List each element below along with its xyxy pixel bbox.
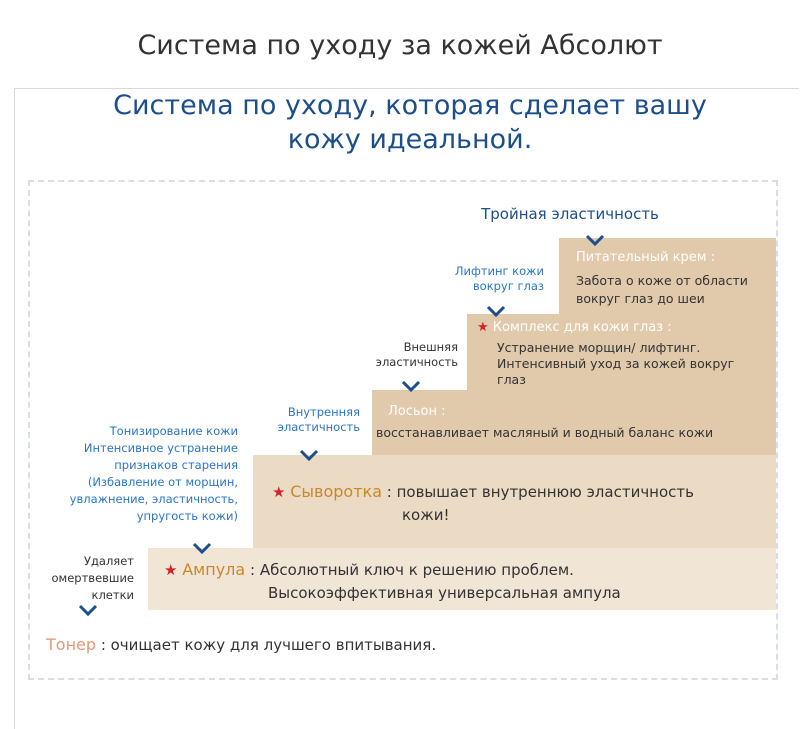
page-title: Система по уходу за кожей Абсолют bbox=[137, 30, 663, 61]
ampoule-title: Ампула bbox=[182, 560, 246, 579]
toner-title: Тонер bbox=[46, 635, 97, 654]
step-lotion-bg bbox=[372, 390, 776, 455]
cream-title: Питательный крем : bbox=[576, 250, 716, 265]
lotion-text-1: восстанавливает масляный и водный баланс кожи bbox=[376, 425, 714, 440]
ampoule-row bbox=[164, 560, 574, 579]
external-elasticity-label: Внешняя эластичность bbox=[375, 340, 458, 369]
removes-cells-label: Удаляет омертвевшие клетки bbox=[51, 554, 134, 602]
toner-text-1: : очищает кожу для лучшего впитывания. bbox=[100, 636, 437, 654]
headline-line-2: кожу идеальной. bbox=[287, 124, 533, 155]
headline-line-1: Система по уходу, которая сделает вашу bbox=[113, 90, 707, 121]
eye-title-row bbox=[477, 320, 672, 335]
toner-row bbox=[46, 635, 436, 654]
chevron-down-icon bbox=[401, 380, 421, 392]
chevron-down-icon bbox=[192, 542, 212, 554]
internal-elasticity-label: Внутренняя эластичность bbox=[277, 405, 360, 434]
eye-text-1: Устранение морщин/ лифтинг. bbox=[497, 340, 701, 355]
lotion-title: Лосьон : bbox=[388, 404, 446, 419]
serum-title: Сыворотка bbox=[290, 482, 382, 501]
triple-elasticity-label: Тройная эластичность bbox=[481, 205, 659, 223]
serum-text-1: : повышает внутреннюю эластичность bbox=[386, 483, 694, 501]
star-icon: ★ bbox=[272, 483, 286, 501]
step-serum-bg bbox=[253, 455, 776, 548]
ampoule-text-2: Высокоэффективная универсальная ампула bbox=[268, 584, 621, 602]
chevron-down-icon bbox=[585, 234, 605, 246]
cream-text-1: Забота о коже от области bbox=[576, 273, 748, 288]
cream-text-2: вокруг глаз до шеи bbox=[576, 291, 705, 306]
star-icon: ★ bbox=[477, 320, 489, 335]
serum-row bbox=[272, 482, 694, 501]
serum-text-2: кожи! bbox=[402, 506, 450, 524]
lifting-label: Лифтинг кожи вокруг глаз bbox=[454, 264, 544, 293]
ampoule-text-1: : Абсолютный ключ к решению проблем. bbox=[250, 561, 574, 579]
star-icon: ★ bbox=[164, 561, 178, 579]
eye-title: Комплекс для кожи глаз : bbox=[492, 320, 672, 335]
toning-label: Тонизирование кожи Интенсивное устранение признаков старения (Избавление от морщин, увлажнение, эластичность, упругость кожи) bbox=[69, 424, 238, 523]
chevron-down-icon bbox=[486, 305, 506, 317]
eye-text-3: глаз bbox=[497, 372, 526, 387]
chevron-down-icon bbox=[299, 449, 319, 461]
eye-text-2: Интенсивный уход за кожей вокруг bbox=[497, 356, 735, 371]
chevron-down-icon bbox=[78, 604, 98, 616]
